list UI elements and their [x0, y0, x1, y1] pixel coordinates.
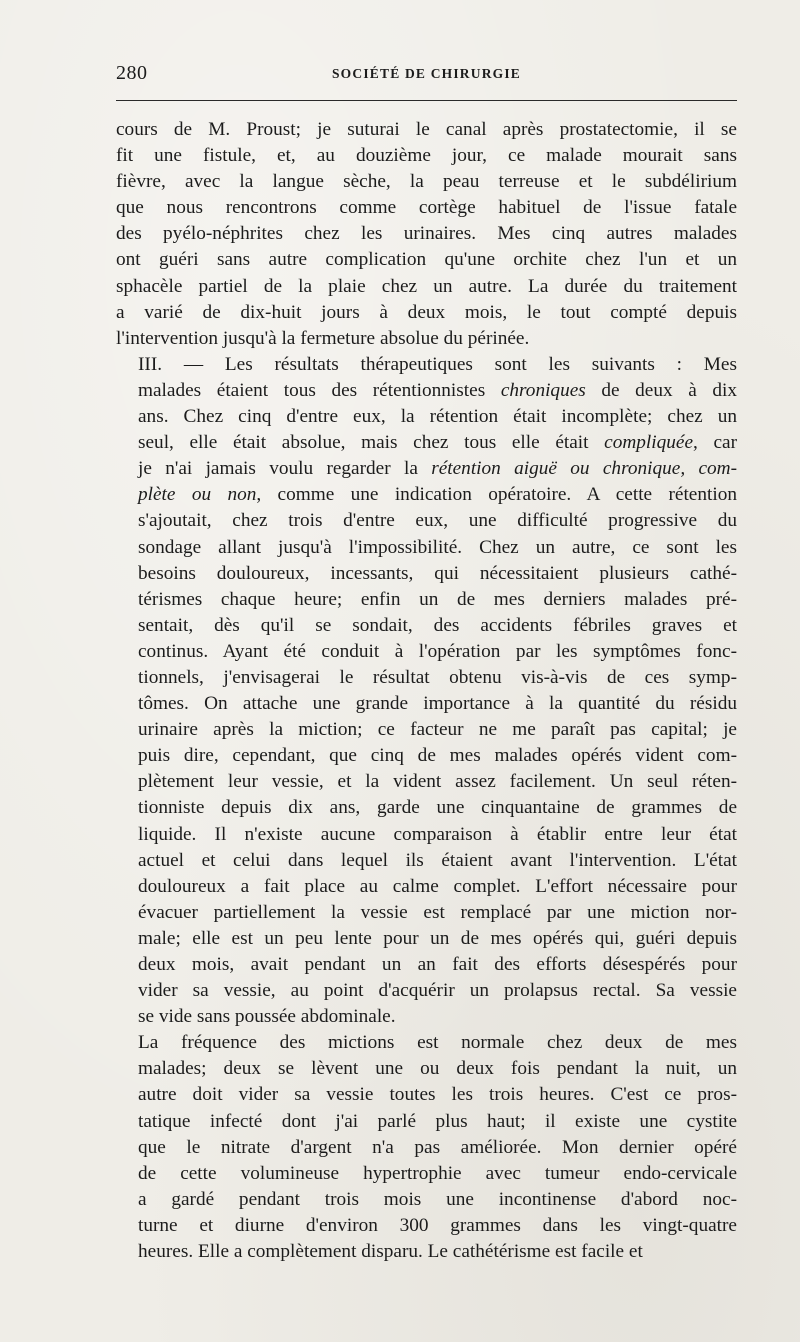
text-line: tatique infecté dont j'ai parlé plus haut; il existe une cystite	[138, 1110, 737, 1132]
text-line: cours de M. Proust; je suturai le canal après prostatectomie, il se	[116, 119, 737, 140]
text-line: malades étaient tous des rétentionnistes chroniques de deux à dix	[138, 379, 738, 401]
text-line: sondage allant jusqu'à l'impossibilité. Chez un autre, ce sont les	[138, 536, 737, 558]
text-line: plètement leur vessie, et la vident assez facilement. Un seul réten-	[138, 771, 737, 793]
paragraph	[116, 1030, 737, 1265]
text-line: que nous rencontrons comme cortège habituel de l'issue fatale	[116, 197, 737, 219]
text-line: sphacèle partiel de la plaie chez un autre. La durée du traitement	[116, 275, 737, 297]
text-line: tionnels, j'envisagerai le résultat obtenu vis-à-vis de ces symp-	[138, 666, 737, 688]
text-line: seul, elle était absolue, mais chez tous elle était compliquée, car	[138, 432, 737, 454]
text-line: vider sa vessie, au point d'acquérir un prolapsus rectal. Sa vessie	[138, 980, 737, 1002]
text-line: douloureux a fait place au calme complet. L'effort nécessaire pour	[138, 875, 737, 897]
text-line: turne et diurne d'environ 300 grammes dans les vingt-quatre	[138, 1214, 737, 1236]
text-line: l'intervention jusqu'à la fermeture absolue du périnée.	[116, 327, 530, 349]
text-line: que le nitrate d'argent n'a pas améliorée. Mon dernier opéré	[138, 1136, 737, 1158]
text-line: tionniste depuis dix ans, garde une cinquantaine de grammes de	[138, 797, 737, 819]
text-line: fièvre, avec la langue sèche, la peau terreuse et le subdélirium	[116, 171, 737, 193]
text-line: térismes chaque heure; enfin un de mes derniers malades pré-	[138, 588, 737, 610]
text-line: fit une fistule, et, au douzième jour, ce malade mourait sans	[116, 145, 737, 167]
text-line: III. — Les résultats thérapeutiques sont les suivants : Mes	[138, 353, 737, 375]
text-line: ont guéri sans autre complication qu'une orchite chez l'un et un	[116, 249, 737, 271]
header-rule	[116, 100, 737, 101]
text-line: La fréquence des mictions est normale chez deux de mes	[138, 1032, 737, 1054]
text-line: de cette volumineuse hypertrophie avec tumeur endo-cervicale	[138, 1162, 737, 1184]
text-line: a varié de dix-huit jours à deux mois, le tout compté depuis	[116, 301, 737, 323]
page-number: 280	[116, 62, 148, 84]
text-line: urinaire après la miction; ce facteur ne me paraît pas capital; je	[138, 719, 737, 741]
text-line: deux mois, avait pendant un an fait des efforts désespérés pour	[138, 954, 737, 975]
text-line: puis dire, cependant, que cinq de mes malades opérés vident com-	[138, 745, 737, 767]
text-line: évacuer partiellement la vessie est remplacé par une miction nor-	[138, 901, 737, 923]
body-text	[116, 117, 737, 1265]
text-line: a gardé pendant trois mois une incontinense d'abord noc-	[138, 1188, 737, 1210]
paragraph	[116, 352, 737, 1030]
text-line: heures. Elle a complètement disparu. Le cathétérisme est facile et	[138, 1241, 643, 1263]
text-line: je n'ai jamais voulu regarder la rétention aiguë ou chronique, com-	[138, 458, 738, 480]
text-line: actuel et celui dans lequel ils étaient avant l'intervention. L'état	[138, 849, 737, 871]
text-line: ans. Chez cinq d'entre eux, la rétention était incomplète; chez un	[138, 406, 737, 428]
page-header	[116, 62, 737, 86]
text-line: continus. Ayant été conduit à l'opération par les symptômes fonc-	[138, 640, 737, 662]
text-line: plète ou non, comme une indication opératoire. A cette rétention	[138, 484, 737, 506]
text-line: des pyélo-néphrites chez les urinaires. Mes cinq autres malades	[116, 223, 737, 245]
text-line: se vide sans poussée abdominale.	[138, 1006, 396, 1028]
text-line: sentait, dès qu'il se sondait, des accidents fébriles graves et	[138, 614, 737, 636]
text-line: besoins douloureux, incessants, qui nécessitaient plusieurs cathé-	[138, 562, 737, 584]
text-line: s'ajoutait, chez trois d'entre eux, une difficulté progressive du	[138, 510, 737, 532]
text-line: liquide. Il n'existe aucune comparaison à établir entre leur état	[138, 823, 737, 845]
text-line: male; elle est un peu lente pour un de mes opérés qui, guéri depuis	[138, 927, 737, 949]
text-line: autre doit vider sa vessie toutes les trois heures. C'est ce pros-	[138, 1084, 737, 1106]
running-head: SOCIÉTÉ DE CHIRURGIE	[331, 66, 522, 81]
text-line: tômes. On attache une grande importance à la quantité du résidu	[138, 693, 737, 715]
paragraph	[116, 117, 737, 352]
text-line: malades; deux se lèvent une ou deux fois pendant la nuit, un	[138, 1058, 737, 1080]
